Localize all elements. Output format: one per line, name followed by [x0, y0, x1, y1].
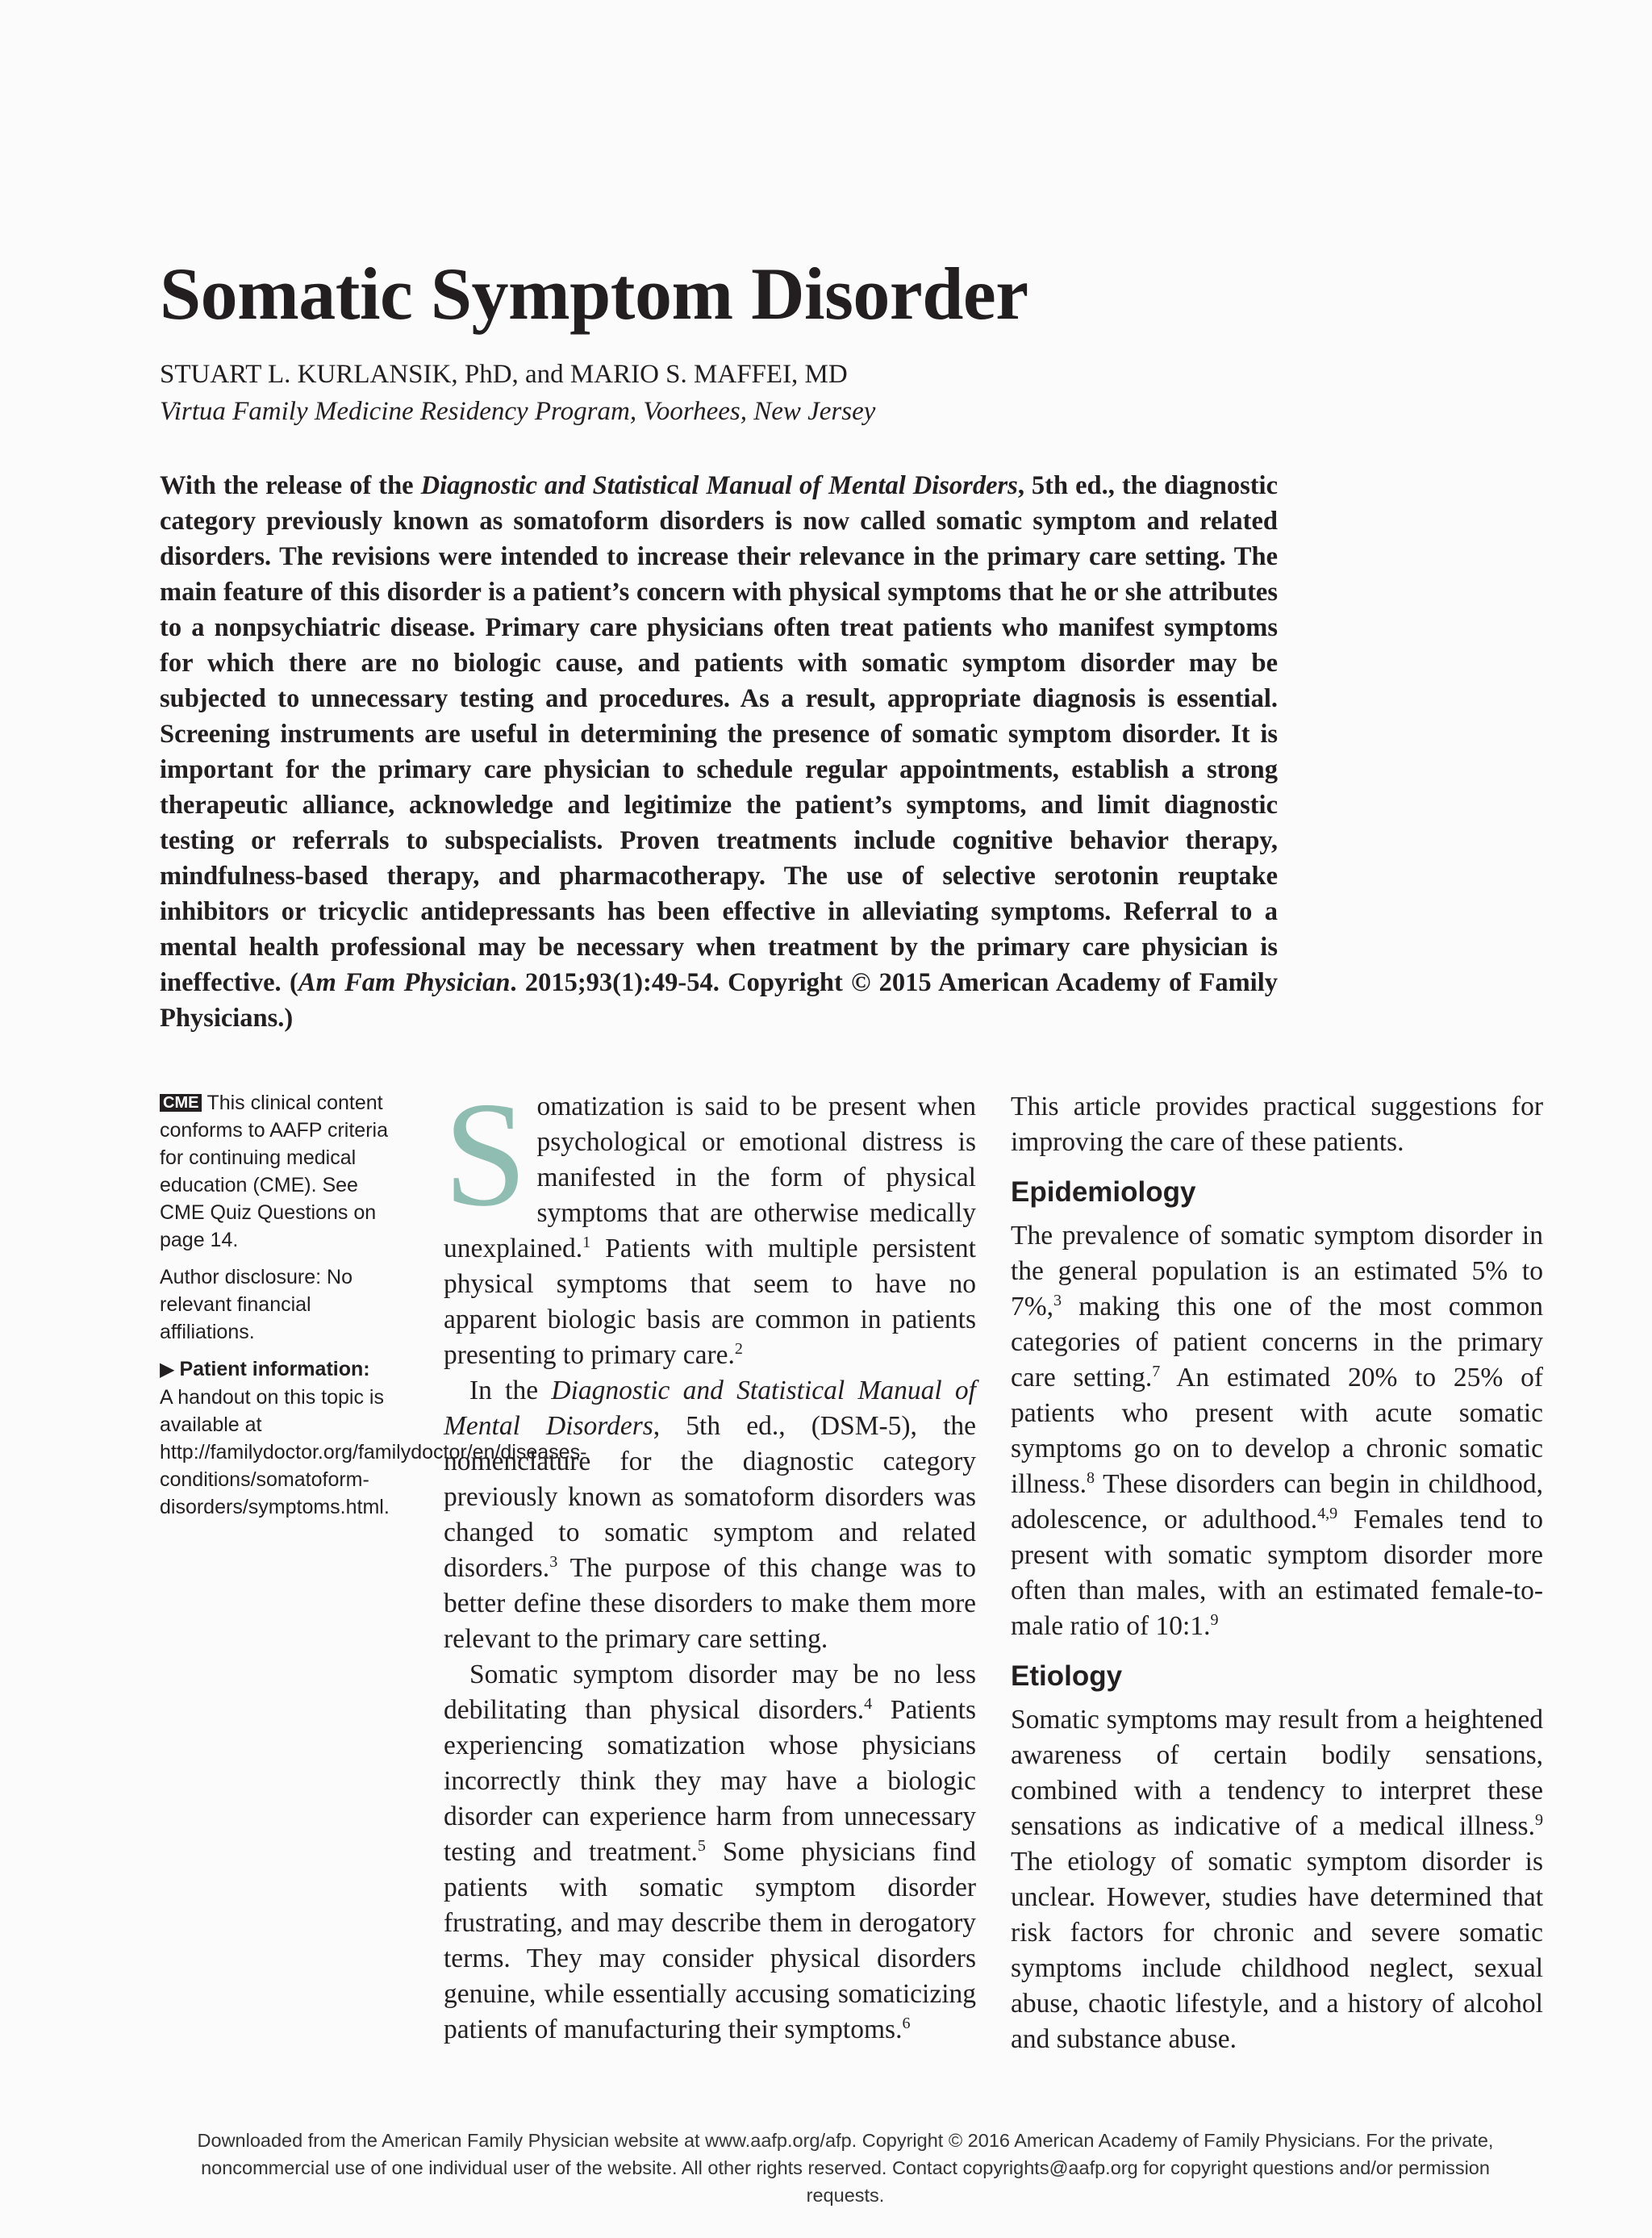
- paragraph-text: The purpose of this change was to better define these disorders to make them more relevant to the primary care setting.: [444, 1553, 976, 1654]
- reference-marker: 4,9: [1317, 1504, 1338, 1522]
- paragraph-intro: [444, 1071, 976, 1373]
- patient-info-text: A handout on this topic is available at http://familydoctor.org/familydoctor/en/diseases-conditions/somatoform-disorders/symptoms.html.: [160, 1386, 587, 1518]
- paragraph-text: An estimated 20% to 25% of patients who present with acute somatic symptoms go on to develop a chronic somatic illness.: [1011, 1363, 1543, 1499]
- paragraph-text: These disorders can begin in childhood, adolescence, or adulthood.: [1011, 1469, 1543, 1534]
- paragraph-text: making this one of the most common categories of patient concerns in the primary care setting.: [1011, 1292, 1543, 1392]
- section-heading-etiology: Etiology: [1011, 1660, 1123, 1692]
- paragraph-text: , 5th ed., (DSM-5), the nomenclature for the diagnostic category previously known as somatoform disorders was changed to somatic symptom and related disorders.: [444, 1411, 976, 1583]
- paragraph-text: Patients with multiple persistent physical symptoms that seem to have no apparent biologic basis are common in patients presenting to primary care.: [444, 1234, 976, 1370]
- reference-marker: 8: [1087, 1468, 1095, 1487]
- cme-badge: CME: [160, 1094, 202, 1112]
- cme-note: [160, 1089, 402, 1254]
- reference-marker: 9: [1210, 1610, 1219, 1629]
- paragraph-etiology: [1011, 1702, 1543, 2057]
- play-arrow-icon: ▶: [160, 1359, 175, 1380]
- paragraph-dsm5: [444, 1373, 976, 1657]
- patient-info-label: Patient information:: [179, 1358, 370, 1380]
- body-column-middle: [444, 1071, 976, 2048]
- abstract: [160, 468, 1278, 1036]
- article-title: Somatic Symptom Disorder: [160, 253, 1028, 335]
- reference-marker: 6: [902, 2014, 911, 2032]
- section-heading-epidemiology: Epidemiology: [1011, 1176, 1196, 1208]
- paragraph-epidemiology: [1011, 1218, 1543, 1644]
- paragraph-text: The etiology of somatic symptom disorder is unclear. However, studies have determined that risk factors for chronic and severe somatic symptoms include childhood neglect, sexual abuse, chaotic lifestyle, and a history of alcohol and substance abuse.: [1011, 1847, 1543, 2054]
- body-column-right: [1011, 1089, 1543, 2057]
- reference-marker: 1: [582, 1233, 591, 1251]
- paragraph-text: Females tend to present with somatic symptom disorder more often than males, with an estimated female-to-male ratio of 10:1.: [1011, 1505, 1544, 1641]
- drop-cap: S: [444, 1071, 528, 1238]
- paragraph-text: omatization is said to be present when psychological or emotional distress is manifested in the form of physical symptoms that are otherwise medically unexplained.: [444, 1092, 976, 1263]
- manual-title: Diagnostic and Statistical Manual of Mental Disorders: [444, 1376, 976, 1441]
- reference-marker: 9: [1534, 1810, 1543, 1829]
- abstract-lead: With the release of the: [160, 471, 421, 500]
- reference-marker: 3: [549, 1552, 558, 1571]
- paragraph-text: Somatic symptom disorder may be no less debilitating than physical disorders.: [444, 1660, 976, 1725]
- paragraph-debilitating: [444, 1657, 976, 2048]
- paragraph-text: In the: [469, 1376, 552, 1405]
- paragraph-article-intro: This article provides practical suggestions for improving the care of these patients.: [1011, 1092, 1543, 1157]
- cme-text: This clinical content conforms to AAFP criteria for continuing medical education (CME). See CME Quiz Questions on page 14.: [160, 1092, 388, 1251]
- reference-marker: 3: [1053, 1291, 1062, 1309]
- paragraph-text: Some physicians find patients with somatic symptom disorder frustrating, and may describe them in derogatory terms. They may consider physical disorders genuine, while essentially accusing somaticizing patients of manufacturing their symptoms.: [444, 1837, 976, 2044]
- download-notice-footer: Downloaded from the American Family Physician website at www.aafp.org/afp. Copyright © 2016 American Academy of Family Physicians. For the private, noncommercial use of one individual user of the website. All other rights reserved. Contact copyrights@aafp.org for copyright questions and/or permission requests.: [197, 2130, 1494, 2206]
- paragraph-text: Somatic symptoms may result from a heightened awareness of certain bodily sensations, combined with a tendency to interpret these sensations as indicative of a medical illness.: [1011, 1705, 1543, 1841]
- reference-marker: 2: [734, 1339, 743, 1358]
- article-authors: STUART L. KURLANSIK, PhD, and MARIO S. MAFFEI, MD: [160, 360, 848, 389]
- abstract-manual-title: Diagnostic and Statistical Manual of Mental Disorders: [420, 471, 1018, 500]
- author-disclosure: Author disclosure: No relevant financial affiliations.: [160, 1266, 353, 1343]
- reference-marker: 7: [1152, 1362, 1161, 1380]
- reference-marker: 5: [697, 1836, 706, 1855]
- article-affiliation: Virtua Family Medicine Residency Program, Voorhees, New Jersey: [160, 397, 876, 426]
- abstract-citation: . 2015;93(1):49-54. Copyright © 2015 American Academy of Family Physicians.): [160, 968, 1278, 1033]
- paragraph-text: The prevalence of somatic symptom disorder in the general population is an estimated 5% to 7%,: [1011, 1221, 1543, 1322]
- abstract-body: , 5th ed., the diagnostic category previously known as somatoform disorders is now called somatic symptom and related disorders. The revisions were intended to increase their relevance in the primary care setting. The main feature of this disorder is a patient’s concern with physical symptoms that he or she attributes to a nonpsychiatric disease. Primary care physicians often treat patients who manifest symptoms for which there are no biologic cause, and patients with somatic symptom disorder may be subjected to unnecessary testing and procedures. As a result, appropriate diagnosis is essential. Screening instruments are useful in determining the presence of somatic symptom disorder. It is important for the primary care physician to schedule regular appointments, establish a strong therapeutic alliance, acknowledge and legitimize the patient’s symptoms, and limit diagnostic testing or referrals to subspecialists. Proven treatments include cognitive behavior therapy, mindfulness-based therapy, and pharmacotherapy. The use of selective serotonin reuptake inhibitors or tricyclic antidepressants has been effective in alleviating symptoms. Referral to a mental health professional may be necessary when treatment by the primary care physician is ineffective. (: [160, 471, 1278, 997]
- paragraph-text: Patients experiencing somatization whose physicians incorrectly think they may have a biologic disorder can experience harm from unnecessary testing and treatment.: [444, 1695, 976, 1867]
- reference-marker: 4: [864, 1694, 873, 1713]
- abstract-journal: Am Fam Physician: [298, 968, 511, 997]
